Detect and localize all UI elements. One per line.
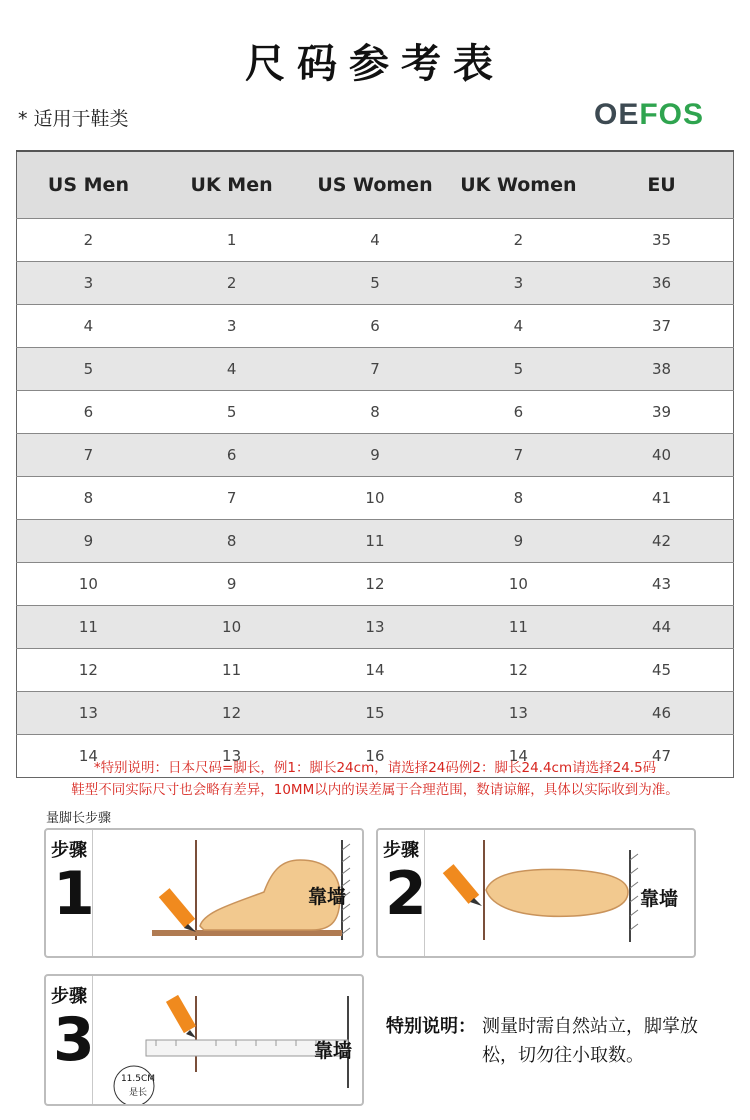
table-cell: 8	[17, 477, 160, 520]
steps-heading: 量脚长步骤	[46, 811, 112, 826]
table-cell: 5	[17, 348, 160, 391]
table-cell: 7	[17, 434, 160, 477]
table-cell: 2	[160, 262, 303, 305]
table-cell: 8	[447, 477, 590, 520]
step-2-label: 步骤	[383, 840, 419, 861]
pencil-icon	[443, 864, 482, 906]
table-cell: 4	[17, 305, 160, 348]
table-cell: 8	[160, 520, 303, 563]
table-cell: 8	[303, 391, 446, 434]
table-cell: 10	[17, 563, 160, 606]
step-2-card	[376, 828, 696, 958]
table-cell: 10	[447, 563, 590, 606]
table-cell: 7	[303, 348, 446, 391]
table-cell: 11	[303, 520, 446, 563]
step-3-number: 3	[53, 1005, 95, 1075]
logo-text-2: FOS	[639, 98, 705, 131]
step-3-wall-label: 靠墙	[314, 1040, 353, 1062]
step-2-wall-label: 靠墙	[640, 888, 679, 910]
table-row	[17, 606, 734, 649]
table-cell: 37	[590, 305, 733, 348]
table-row	[17, 391, 734, 434]
step-1-label: 步骤	[51, 840, 87, 861]
table-cell: 13	[17, 692, 160, 735]
table-cell: 6	[17, 391, 160, 434]
applicability-note: * 适用于鞋类	[18, 108, 129, 130]
table-cell: 14	[17, 735, 160, 778]
table-cell: 46	[590, 692, 733, 735]
table-cell: 2	[447, 219, 590, 262]
table-row	[17, 520, 734, 563]
table-cell: 6	[447, 391, 590, 434]
table-row	[17, 219, 734, 262]
step-1-number: 1	[53, 859, 95, 929]
table-cell: 12	[303, 563, 446, 606]
table-cell: 4	[160, 348, 303, 391]
table-row	[17, 563, 734, 606]
table-cell: 7	[447, 434, 590, 477]
table-cell: 9	[160, 563, 303, 606]
table-cell: 7	[160, 477, 303, 520]
table-header-row	[17, 151, 734, 219]
table-cell: 11	[17, 606, 160, 649]
table-row	[17, 434, 734, 477]
step-2-number: 2	[385, 859, 427, 929]
header-uk-men: UK Men	[160, 151, 303, 219]
table-row	[17, 692, 734, 735]
pencil-icon	[166, 995, 196, 1038]
table-cell: 6	[160, 434, 303, 477]
table-cell: 38	[590, 348, 733, 391]
table-cell: 3	[160, 305, 303, 348]
table-cell: 41	[590, 477, 733, 520]
table-cell: 13	[303, 606, 446, 649]
pencil-icon	[159, 888, 196, 932]
table-cell: 3	[447, 262, 590, 305]
table-cell: 12	[17, 649, 160, 692]
table-cell: 11	[160, 649, 303, 692]
table-cell: 2	[17, 219, 160, 262]
table-cell: 16	[303, 735, 446, 778]
table-cell: 35	[590, 219, 733, 262]
table-cell: 1	[160, 219, 303, 262]
table-cell: 43	[590, 563, 733, 606]
logo-text-1: OE	[594, 98, 640, 131]
table-cell: 47	[590, 735, 733, 778]
header-uk-women: UK Women	[447, 151, 590, 219]
table-cell: 9	[303, 434, 446, 477]
table-cell: 42	[590, 520, 733, 563]
step-1-wall-label: 靠墙	[308, 886, 347, 908]
table-cell: 3	[17, 262, 160, 305]
table-cell: 9	[447, 520, 590, 563]
special-note-label: 特别说明：	[386, 1016, 476, 1037]
table-cell: 5	[447, 348, 590, 391]
table-cell: 12	[160, 692, 303, 735]
table-cell: 40	[590, 434, 733, 477]
table-cell: 4	[303, 219, 446, 262]
table-cell: 14	[303, 649, 446, 692]
page-title: 尺码参考表	[245, 41, 505, 87]
table-row	[17, 649, 734, 692]
table-cell: 13	[447, 692, 590, 735]
measure-label: 是长	[128, 1088, 147, 1098]
table-row	[17, 477, 734, 520]
step-1-card	[44, 828, 364, 958]
table-cell: 45	[590, 649, 733, 692]
table-cell: 39	[590, 391, 733, 434]
red-note-line-2: 鞋型不同实际尺寸也会略有差异，10MM以内的误差属于合理范围，数请谅解，具体以实际收到为准。	[71, 782, 679, 798]
table-cell: 5	[160, 391, 303, 434]
table-cell: 44	[590, 606, 733, 649]
size-table	[16, 150, 734, 778]
header-us-women: US Women	[303, 151, 446, 219]
table-cell: 10	[160, 606, 303, 649]
table-cell: 5	[303, 262, 446, 305]
brand-logo	[594, 98, 704, 132]
red-note-line-1: *特别说明：日本尺码=脚长，例1：脚长24cm，请选择24码例2：脚长24.4cm请选择24.5码	[93, 760, 657, 776]
table-cell: 9	[17, 520, 160, 563]
table-row	[17, 348, 734, 391]
step-3-card	[44, 974, 364, 1106]
table-cell: 14	[447, 735, 590, 778]
special-note-text: 测量时需自然站立，脚掌放松，切勿往小取数。	[482, 1016, 698, 1066]
measure-value: 11.5CM	[120, 1074, 156, 1084]
table-row	[17, 262, 734, 305]
header-us-men: US Men	[17, 151, 160, 219]
header-eu: EU	[590, 151, 733, 219]
table-cell: 11	[447, 606, 590, 649]
table-cell: 36	[590, 262, 733, 305]
table-cell: 12	[447, 649, 590, 692]
table-cell: 6	[303, 305, 446, 348]
table-cell: 13	[160, 735, 303, 778]
table-cell: 10	[303, 477, 446, 520]
table-cell: 4	[447, 305, 590, 348]
step-3-label: 步骤	[51, 986, 87, 1007]
table-row	[17, 305, 734, 348]
table-cell: 15	[303, 692, 446, 735]
